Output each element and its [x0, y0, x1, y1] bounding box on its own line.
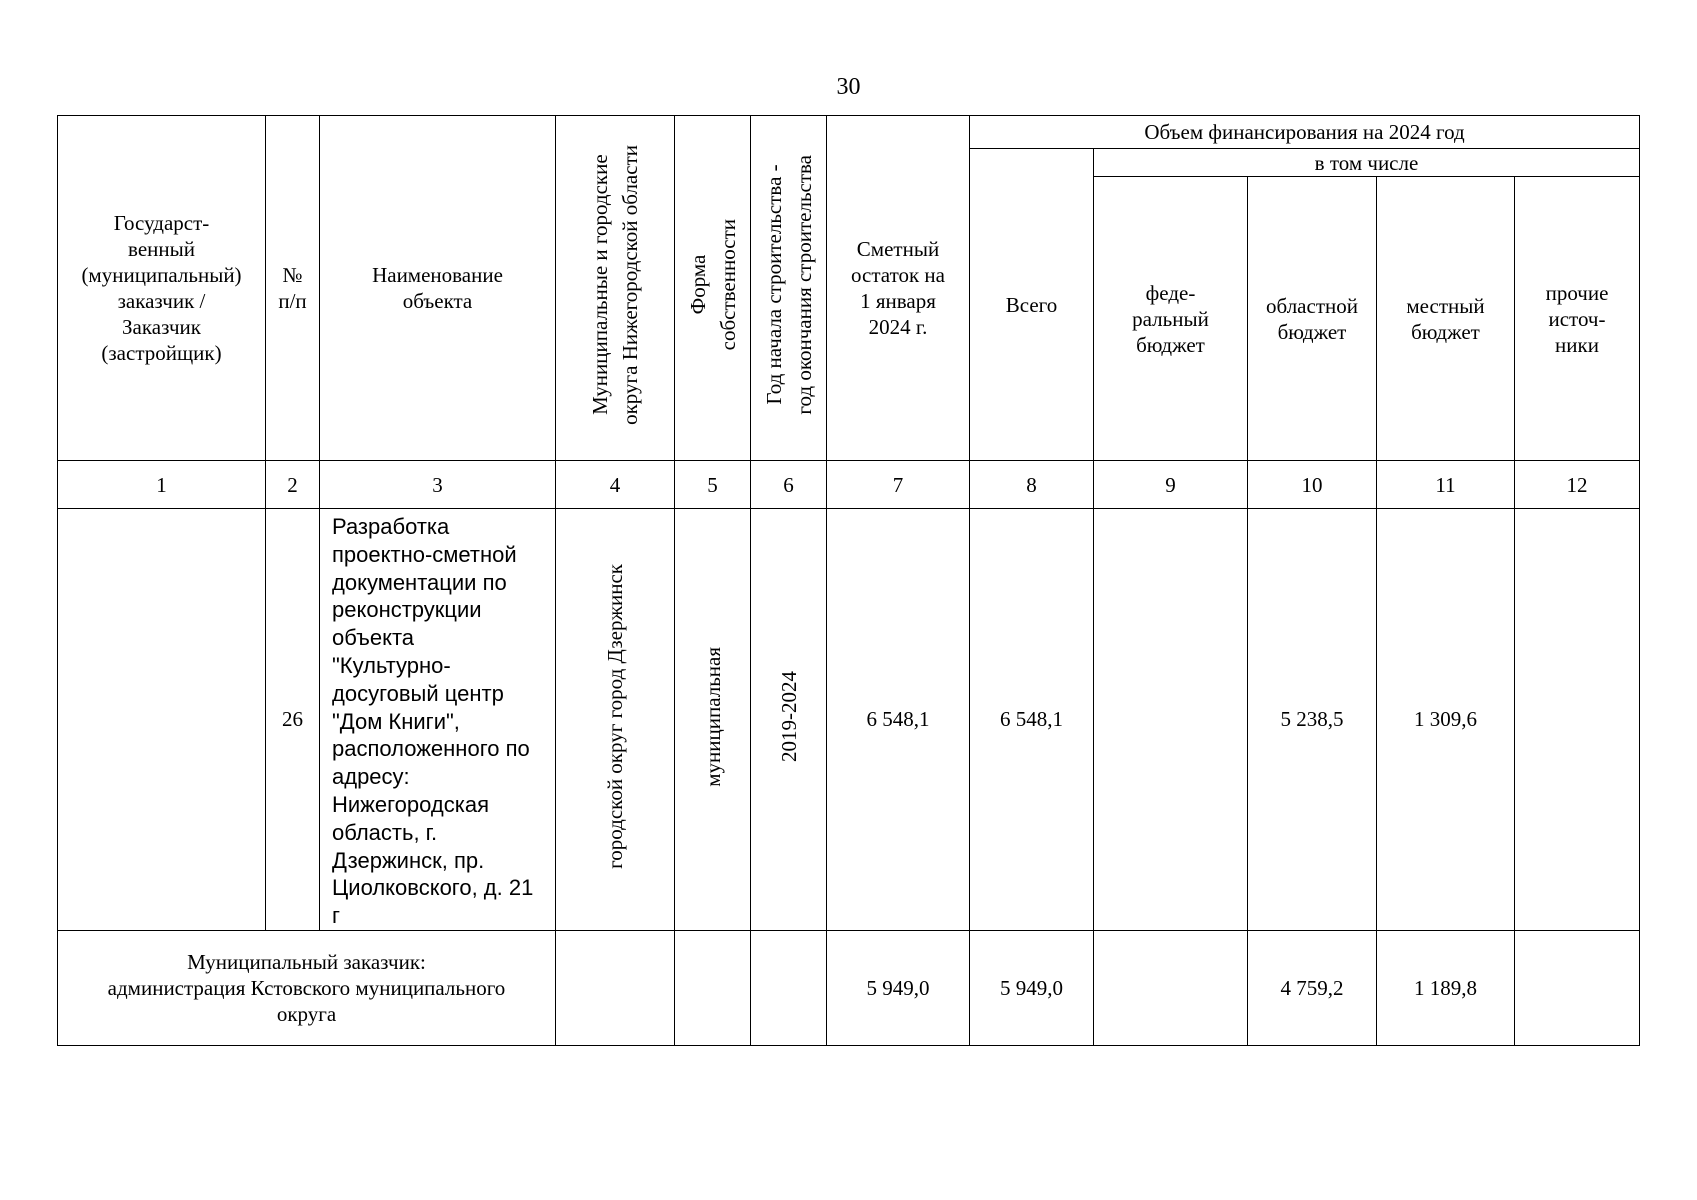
summary-empty-cell — [675, 930, 751, 1045]
row-district-text: городской округ город Дзержинск — [603, 564, 627, 869]
row-regional: 5 238,5 — [1248, 509, 1377, 931]
table-row — [58, 509, 1640, 931]
header-district — [556, 116, 675, 461]
header-years-text: Год начала строительства - год окончания строительства — [761, 155, 816, 415]
column-number: 1 — [58, 461, 266, 509]
header-including: в том числе — [1094, 149, 1640, 177]
row-estimate-balance: 6 548,1 — [827, 509, 970, 931]
header-number: № п/п — [266, 116, 320, 461]
column-number: 7 — [827, 461, 970, 509]
column-number: 8 — [970, 461, 1094, 509]
column-number: 4 — [556, 461, 675, 509]
header-other: прочие источ- ники — [1515, 177, 1640, 461]
header-object-name: Наименование объекта — [320, 116, 556, 461]
summary-row — [58, 930, 1640, 1045]
column-number: 11 — [1377, 461, 1515, 509]
header-district-text: Муниципальные и городские округа Нижегородской области — [588, 145, 642, 425]
row-ownership — [675, 509, 751, 931]
row-number: 26 — [266, 509, 320, 931]
summary-other — [1515, 930, 1640, 1045]
page-number: 30 — [836, 74, 861, 100]
summary-total: 5 949,0 — [970, 930, 1094, 1045]
header-regional: областной бюджет — [1248, 177, 1377, 461]
header-total: Всего — [970, 149, 1094, 461]
summary-regional: 4 759,2 — [1248, 930, 1377, 1045]
row-years — [751, 509, 827, 931]
row-customer — [58, 509, 266, 931]
column-number: 12 — [1515, 461, 1640, 509]
column-number: 9 — [1094, 461, 1248, 509]
header-ownership-text: Форма собственности — [685, 219, 740, 351]
header-years — [751, 116, 827, 461]
column-number: 3 — [320, 461, 556, 509]
header-estimate-balance: Сметный остаток на 1 января 2024 г. — [827, 116, 970, 461]
summary-label: Муниципальный заказчик: администрация Кстовского муниципального округа — [58, 930, 556, 1045]
column-number: 6 — [751, 461, 827, 509]
summary-federal — [1094, 930, 1248, 1045]
row-other — [1515, 509, 1640, 931]
summary-empty-cell — [751, 930, 827, 1045]
row-district — [556, 509, 675, 931]
row-federal — [1094, 509, 1248, 931]
summary-estimate-balance: 5 949,0 — [827, 930, 970, 1045]
column-number: 2 — [266, 461, 320, 509]
financing-table — [57, 115, 1640, 1046]
header-customer: Государст- венный (муниципальный) заказчик / Заказчик (застройщик) — [58, 116, 266, 461]
summary-empty-cell — [556, 930, 675, 1045]
summary-local: 1 189,8 — [1377, 930, 1515, 1045]
header-ownership — [675, 116, 751, 461]
row-total: 6 548,1 — [970, 509, 1094, 931]
header-funding-group: Объем финансирования на 2024 год — [970, 116, 1640, 149]
row-years-text: 2019-2024 — [776, 670, 801, 762]
header-local: местный бюджет — [1377, 177, 1515, 461]
header-federal: феде- ральный бюджет — [1094, 177, 1248, 461]
column-number: 5 — [675, 461, 751, 509]
column-number: 10 — [1248, 461, 1377, 509]
column-number-row — [58, 461, 1640, 509]
row-local: 1 309,6 — [1377, 509, 1515, 931]
row-ownership-text: муниципальная — [700, 646, 725, 787]
row-object-name: Разработка проектно-сметной документации по реконструкции объекта "Культурно- досуговый центр "Дом Книги", расположенного по адресу: Нижегородская область, г. Дзержинск, пр. Циолковского, д. 21 г — [320, 509, 556, 931]
